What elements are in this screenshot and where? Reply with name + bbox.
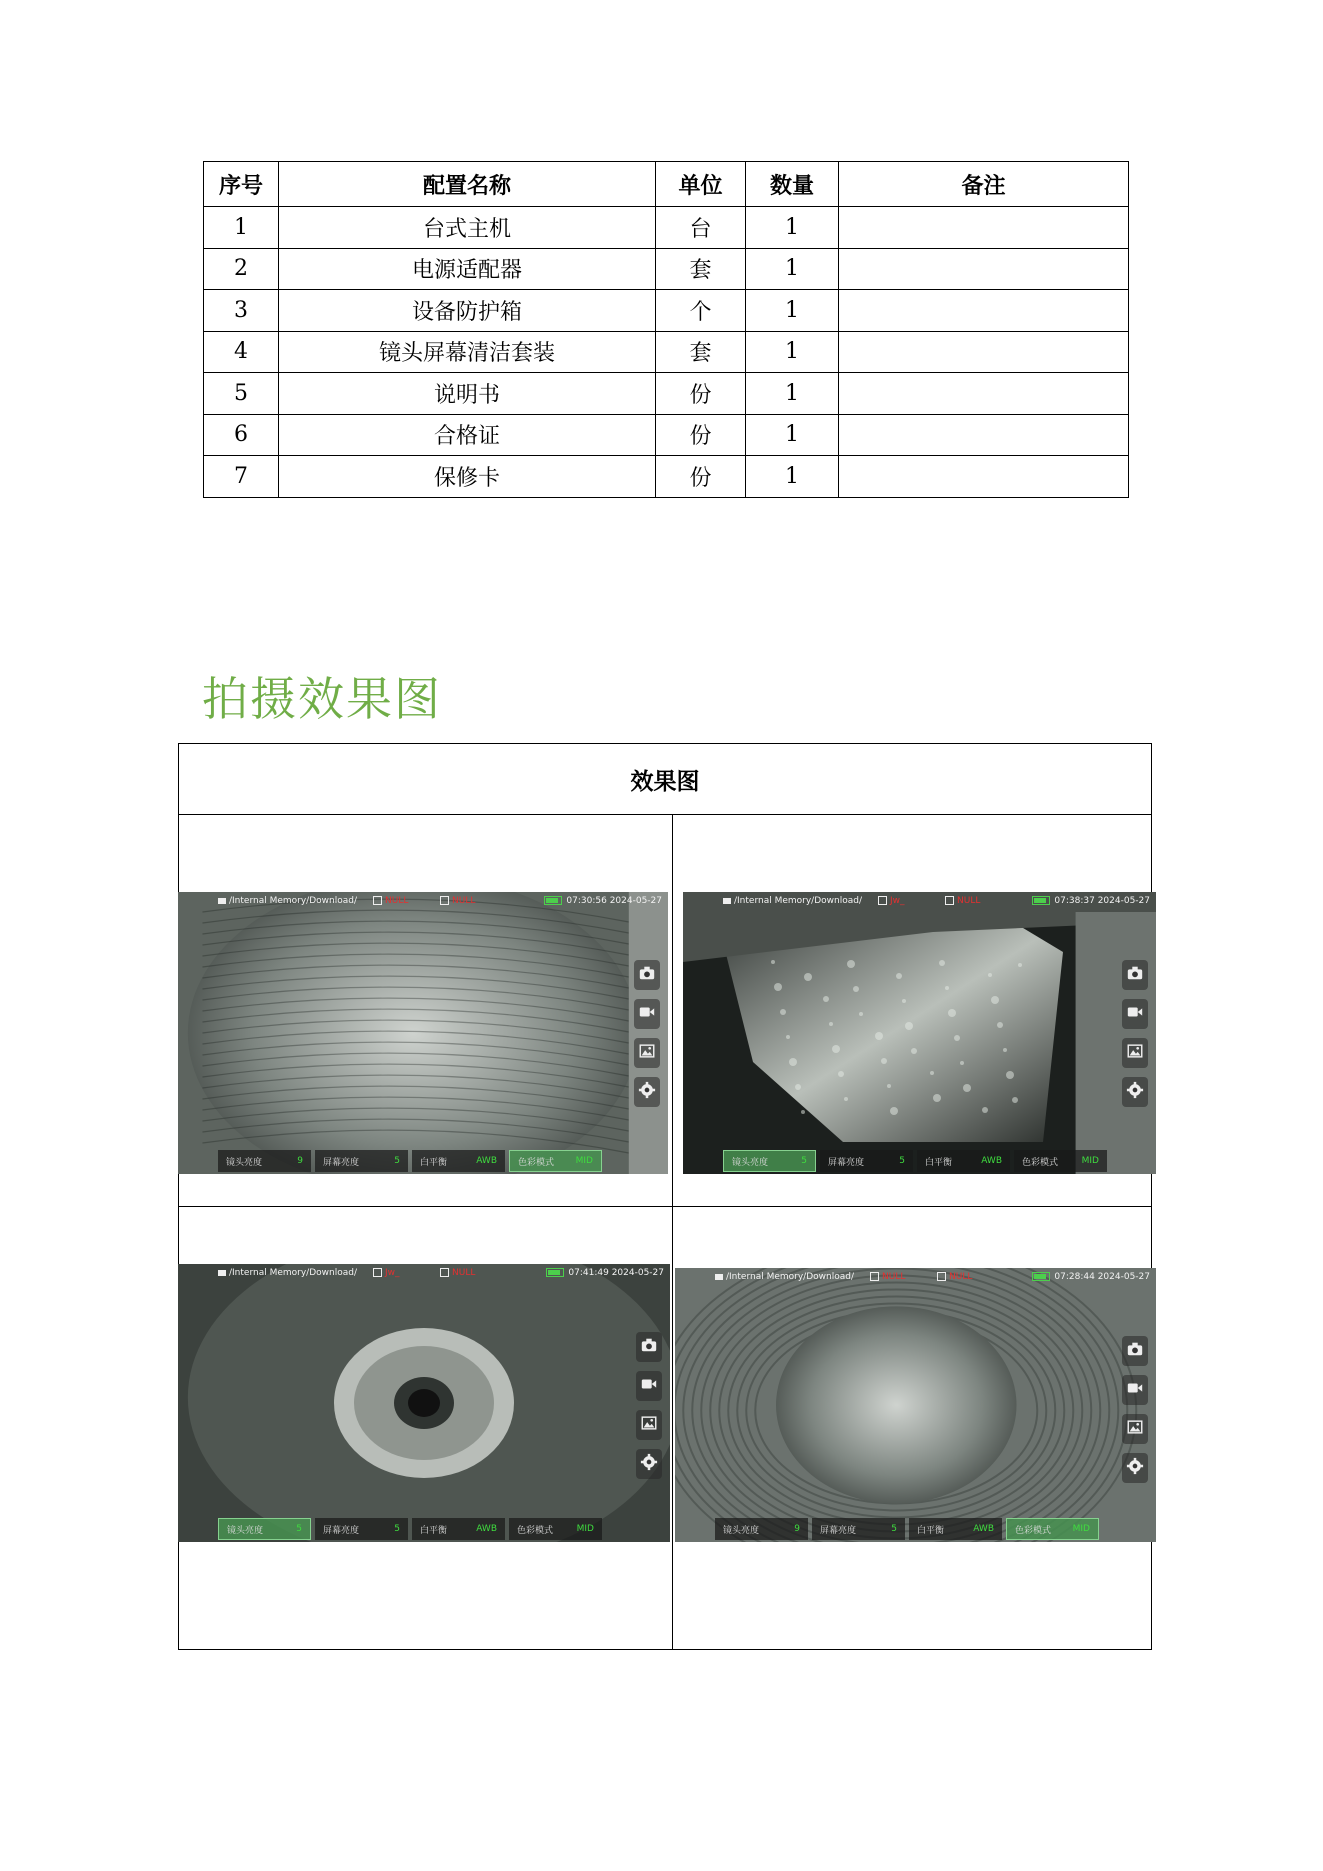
cell-unit: 套 [656, 331, 746, 373]
control-value: 5 [296, 1524, 302, 1534]
control-item[interactable] [412, 1150, 505, 1172]
side-toolbar [1122, 960, 1148, 1116]
photo-status [373, 1268, 400, 1278]
control-item[interactable] [909, 1518, 1002, 1540]
header-remark: 备注 [839, 162, 1129, 207]
cell-remark [839, 290, 1129, 332]
control-item[interactable] [1006, 1518, 1099, 1540]
timestamp [546, 1268, 664, 1278]
control-value: 5 [394, 1524, 400, 1534]
image-icon [878, 896, 887, 905]
cell-remark [839, 373, 1129, 415]
control-item[interactable] [820, 1150, 913, 1172]
settings-button[interactable] [1122, 1077, 1148, 1107]
control-item[interactable] [715, 1518, 808, 1540]
edit-icon [945, 896, 954, 905]
control-value: MID [575, 1156, 593, 1166]
cell-quantity: 1 [746, 373, 839, 415]
cell-remark [839, 207, 1129, 249]
control-value: MID [1072, 1524, 1090, 1534]
control-bar [218, 1150, 602, 1172]
cell-quantity: 1 [746, 414, 839, 456]
settings-button[interactable] [1122, 1453, 1148, 1483]
cell-unit: 份 [656, 414, 746, 456]
table-row [204, 248, 1129, 290]
control-label: 白平衡 [925, 1157, 953, 1168]
cell-index: 1 [204, 207, 279, 249]
battery-icon [546, 1268, 564, 1277]
status-bar [683, 892, 1156, 910]
control-bar [218, 1518, 602, 1540]
battery-icon [1032, 1272, 1050, 1281]
video-status [937, 1272, 972, 1282]
cell-quantity: 1 [746, 290, 839, 332]
camera-icon [1126, 1340, 1144, 1362]
inspection-image-1 [178, 892, 668, 1174]
timestamp-text: 07:41:49 2024-05-27 [568, 1268, 664, 1278]
control-label: 屏幕亮度 [828, 1157, 865, 1168]
control-value: MID [576, 1524, 594, 1534]
cell-remark [839, 414, 1129, 456]
edit-icon [440, 1268, 449, 1277]
control-item[interactable] [509, 1518, 602, 1540]
control-value: 9 [794, 1524, 800, 1534]
video-status-text: NULL [957, 896, 981, 906]
photo-status-text: NULL [385, 896, 409, 906]
table-row [204, 414, 1129, 456]
control-label: 屏幕亮度 [323, 1157, 360, 1168]
camera-icon [638, 964, 656, 986]
storage-path [218, 1268, 357, 1278]
photo-status-text: NULL [882, 1272, 906, 1282]
storage-path [218, 896, 357, 906]
control-label: 屏幕亮度 [323, 1525, 360, 1536]
side-toolbar [636, 1332, 662, 1488]
control-item[interactable] [315, 1150, 408, 1172]
settings-icon [640, 1453, 658, 1475]
side-toolbar [634, 960, 660, 1116]
folder-icon [715, 1274, 723, 1280]
cell-name: 保修卡 [279, 456, 656, 498]
timestamp-text: 07:30:56 2024-05-27 [566, 896, 662, 906]
table-row [204, 290, 1129, 332]
control-label: 屏幕亮度 [820, 1525, 857, 1536]
status-bar [675, 1268, 1156, 1286]
inspection-image-4 [675, 1268, 1156, 1542]
video-icon [1126, 1379, 1144, 1401]
cell-remark [839, 456, 1129, 498]
control-label: 色彩模式 [1022, 1157, 1059, 1168]
effect-table-header: 效果图 [179, 744, 1151, 815]
table-divider-vertical [672, 814, 673, 1650]
edit-icon [937, 1272, 946, 1281]
video-button[interactable] [636, 1371, 662, 1401]
cell-index: 2 [204, 248, 279, 290]
photo-status [870, 1272, 905, 1282]
control-label: 色彩模式 [517, 1525, 554, 1536]
gallery-button[interactable] [634, 1038, 660, 1068]
cell-index: 5 [204, 373, 279, 415]
control-item[interactable] [917, 1150, 1010, 1172]
settings-icon [1126, 1457, 1144, 1479]
control-bar [715, 1518, 1099, 1540]
cell-index: 7 [204, 456, 279, 498]
image-icon [870, 1272, 879, 1281]
control-label: 白平衡 [420, 1157, 448, 1168]
cell-quantity: 1 [746, 456, 839, 498]
gallery-icon [640, 1414, 658, 1436]
settings-button[interactable] [636, 1449, 662, 1479]
camera-view-image [683, 892, 1156, 1174]
photo-status [373, 896, 408, 906]
cell-remark [839, 331, 1129, 373]
control-value: AWB [476, 1156, 497, 1166]
control-value: 9 [297, 1156, 303, 1166]
cell-quantity: 1 [746, 248, 839, 290]
folder-icon [723, 898, 731, 904]
cell-unit: 份 [656, 456, 746, 498]
section-title: 拍摄效果图 [202, 672, 442, 726]
camera-view-image [178, 892, 668, 1174]
camera-button[interactable] [1122, 1336, 1148, 1366]
control-item[interactable] [315, 1518, 408, 1540]
cell-name: 台式主机 [279, 207, 656, 249]
timestamp-text: 07:28:44 2024-05-27 [1054, 1272, 1150, 1282]
storage-path [723, 896, 862, 906]
gallery-icon [1126, 1042, 1144, 1064]
table-row [204, 456, 1129, 498]
settings-button[interactable] [634, 1077, 660, 1107]
cell-name: 设备防护箱 [279, 290, 656, 332]
gallery-button[interactable] [636, 1410, 662, 1440]
control-label: 色彩模式 [1015, 1525, 1052, 1536]
header-name: 配置名称 [279, 162, 656, 207]
control-label: 镜头亮度 [723, 1525, 760, 1536]
video-status-text: NULL [452, 896, 476, 906]
camera-icon [1126, 964, 1144, 986]
cell-unit: 个 [656, 290, 746, 332]
control-label: 镜头亮度 [732, 1157, 769, 1168]
control-value: 5 [891, 1524, 897, 1534]
table-row [204, 331, 1129, 373]
cell-quantity: 1 [746, 207, 839, 249]
control-label: 色彩模式 [518, 1157, 555, 1168]
video-status-text: NULL [452, 1268, 476, 1278]
control-item[interactable] [509, 1150, 602, 1172]
control-item[interactable] [723, 1150, 816, 1172]
camera-button[interactable] [1122, 960, 1148, 990]
control-item[interactable] [812, 1518, 905, 1540]
settings-icon [1126, 1081, 1144, 1103]
inspection-image-2 [683, 892, 1156, 1174]
battery-icon [544, 896, 562, 905]
photo-status-text: Jw_ [385, 1268, 400, 1278]
cell-name: 合格证 [279, 414, 656, 456]
header-unit: 单位 [656, 162, 746, 207]
timestamp [1032, 1272, 1150, 1282]
edit-icon [440, 896, 449, 905]
control-value: AWB [981, 1156, 1002, 1166]
table-header-row [204, 162, 1129, 207]
control-value: AWB [476, 1524, 497, 1534]
video-status [440, 896, 475, 906]
camera-icon [640, 1336, 658, 1358]
control-value: AWB [973, 1524, 994, 1534]
photo-status-text: Jw_ [890, 896, 905, 906]
control-label: 白平衡 [420, 1525, 448, 1536]
gallery-button[interactable] [1122, 1038, 1148, 1068]
control-bar [723, 1150, 1107, 1172]
image-icon [373, 1268, 382, 1277]
control-item[interactable] [1014, 1150, 1107, 1172]
camera-button[interactable] [634, 960, 660, 990]
table-row [204, 207, 1129, 249]
video-icon [1126, 1003, 1144, 1025]
video-button[interactable] [1122, 999, 1148, 1029]
status-bar [178, 1264, 670, 1282]
gallery-icon [1126, 1418, 1144, 1440]
status-bar [178, 892, 668, 910]
timestamp-text: 07:38:37 2024-05-27 [1054, 896, 1150, 906]
video-icon [638, 1003, 656, 1025]
control-item[interactable] [218, 1150, 311, 1172]
gallery-icon [638, 1042, 656, 1064]
timestamp [544, 896, 662, 906]
cell-name: 电源适配器 [279, 248, 656, 290]
camera-view-image [178, 1264, 670, 1542]
photo-status [878, 896, 905, 906]
storage-path [715, 1272, 854, 1282]
control-label: 白平衡 [917, 1525, 945, 1536]
cell-unit: 套 [656, 248, 746, 290]
header-quantity: 数量 [746, 162, 839, 207]
storage-path-text: /Internal Memory/Download/ [229, 1268, 357, 1278]
video-button[interactable] [634, 999, 660, 1029]
table-divider-horizontal [179, 1206, 1151, 1207]
cell-index: 4 [204, 331, 279, 373]
control-label: 镜头亮度 [226, 1157, 263, 1168]
video-status [945, 896, 980, 906]
video-button[interactable] [1122, 1375, 1148, 1405]
cell-index: 6 [204, 414, 279, 456]
control-item[interactable] [412, 1518, 505, 1540]
cell-name: 说明书 [279, 373, 656, 415]
control-value: 5 [899, 1156, 905, 1166]
timestamp [1032, 896, 1150, 906]
battery-icon [1032, 896, 1050, 905]
control-value: MID [1081, 1156, 1099, 1166]
image-icon [373, 896, 382, 905]
cell-index: 3 [204, 290, 279, 332]
camera-view-image [675, 1268, 1156, 1542]
cell-unit: 台 [656, 207, 746, 249]
gallery-button[interactable] [1122, 1414, 1148, 1444]
inspection-image-3 [178, 1264, 670, 1542]
video-status-text: NULL [949, 1272, 973, 1282]
control-item[interactable] [218, 1518, 311, 1540]
header-index: 序号 [204, 162, 279, 207]
folder-icon [218, 898, 226, 904]
folder-icon [218, 1270, 226, 1276]
config-table-body [204, 207, 1129, 498]
side-toolbar [1122, 1336, 1148, 1492]
control-label: 镜头亮度 [227, 1525, 264, 1536]
storage-path-text: /Internal Memory/Download/ [734, 896, 862, 906]
control-value: 5 [801, 1156, 807, 1166]
table-row [204, 373, 1129, 415]
storage-path-text: /Internal Memory/Download/ [726, 1272, 854, 1282]
camera-button[interactable] [636, 1332, 662, 1362]
storage-path-text: /Internal Memory/Download/ [229, 896, 357, 906]
cell-remark [839, 248, 1129, 290]
control-value: 5 [394, 1156, 400, 1166]
video-icon [640, 1375, 658, 1397]
settings-icon [638, 1081, 656, 1103]
cell-unit: 份 [656, 373, 746, 415]
config-table [203, 161, 1129, 498]
video-status [440, 1268, 475, 1278]
cell-quantity: 1 [746, 331, 839, 373]
cell-name: 镜头屏幕清洁套装 [279, 331, 656, 373]
